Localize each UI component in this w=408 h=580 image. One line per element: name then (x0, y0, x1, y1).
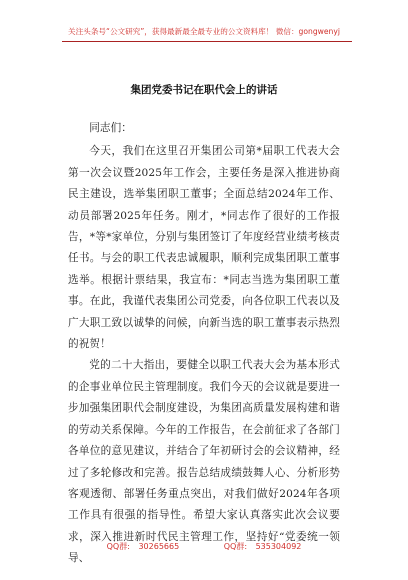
paragraph-2: 党的二十大指出，要健全以职工代表大会为基本形式的企事业单位民主管理制度。我们今天的会议就是要进一步加强集团职代会制度建设，为集团高质量发展构建和谐的劳动关系保障。今年的工作报告，在会前征求了各部门各单位的意见建议，并结合了年初研讨会的会议精神，经过了多轮修改和完善。报告总结成绩鼓舞人心、分析形势客观透彻、部署任务重点突出，对我们做好2024年各项工作具有很强的指导性。希望大家认真落实此次会议要求，深入推进新时代民主管理工作，坚持好“党委统一领导、 (68, 359, 340, 565)
document-body (68, 118, 340, 570)
footer-contact (0, 541, 408, 552)
salutation: 同志们： (89, 122, 132, 134)
footer-qq-group-1: QQ群: 30265665 (106, 542, 180, 551)
header-divider (62, 41, 352, 42)
header-promo-note: 关注头条号“公文研究”，获得最新最全最专业的公文资料库！ 微信：gongwenyj (68, 27, 340, 36)
footer-qq-group-2: QQ群: 535304092 (223, 542, 302, 551)
document-title: 集团党委书记在职代会上的讲话 (130, 84, 278, 96)
paragraph-1: 今天，我们在这里召开集团公司第*届职工代表大会第一次会议暨2025年工作会，主要任务是深入推进协商民主建设，选举集团职工董事；全面总结2024年工作、动员部署2025年任务。刚才，*同志作了很好的工作报告，*等*家单位，分别与集团签订了年度经营业绩考核责任书。与会的职工代表忠诚履职，顺利完成集团职工董事选举。根据计票结果，我宣布：*同志当选为集团职工董事。在此，我谨代表集团公司党委，向各位职工代表以及广大职工致以诚挚的问候，向新当选的职工董事表示热烈的祝贺！ (68, 145, 340, 351)
